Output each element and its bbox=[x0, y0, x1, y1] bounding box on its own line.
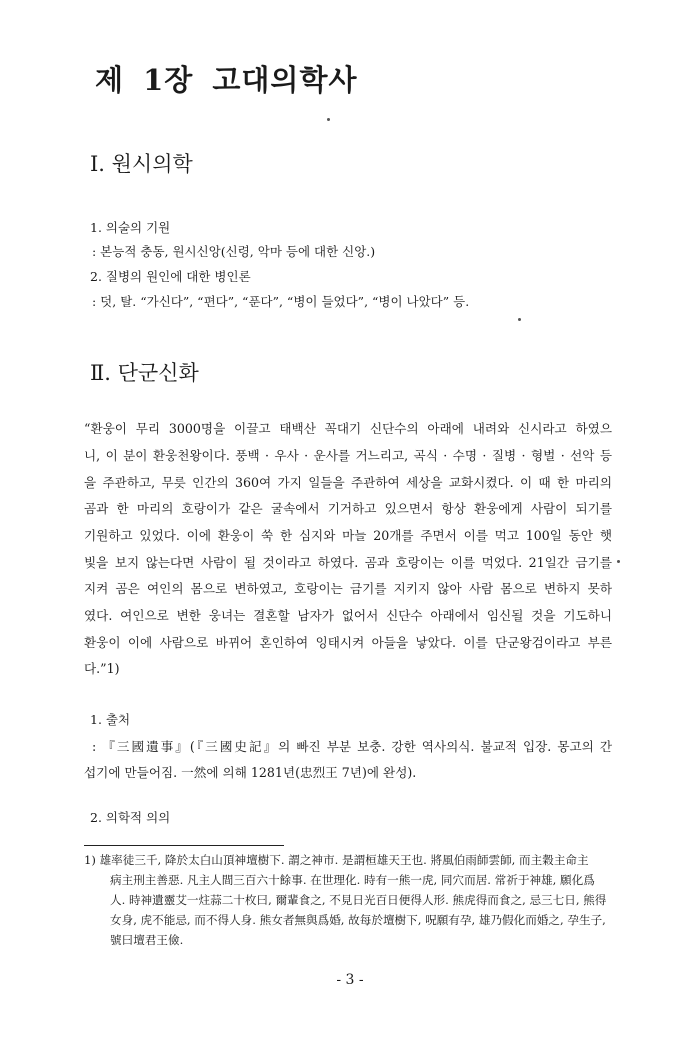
item-title-medical-meaning: 2. 의학적 의의 bbox=[90, 810, 171, 825]
quote-line: “환웅이 무리 3000명을 이끌고 태백산 꼭대기 신단수의 아래에 내려와 신시라고 하였으 bbox=[84, 421, 612, 436]
quote-line: 니, 이 분이 환웅천왕이다. 풍백 · 우사 · 운사를 거느리고, 곡식 · 수명 · 질병 · 형벌 · 선악 등 bbox=[84, 448, 612, 463]
page-number: - 3 - bbox=[336, 972, 364, 988]
item-title-source: 1. 출처 bbox=[90, 712, 131, 727]
quote-line: 을 주관하고, 무릇 인간의 360여 가지 일들을 주관하여 세상을 교화시켰다. 이 때 한 마리의 bbox=[84, 475, 612, 490]
item-text-etiology: : 덧, 탈. “가신다”, “편다”, “푼다”, “병이 들었다”, “병이 나았다” 등. bbox=[92, 294, 470, 309]
quote-line: 기원하고 있었다. 이에 환웅이 쑥 한 심지와 마늘 20개를 주면서 이를 먹고 100일 동안 햇 bbox=[84, 528, 612, 543]
item-text-origin-of-medicine: : 본능적 충동, 원시신앙(신령, 악마 등에 대한 신앙.) bbox=[92, 244, 376, 259]
source-text-line: 섭기에 만들어짐. 一然에 의해 1281년(忠烈王 7년)에 완성). bbox=[84, 765, 417, 780]
scan-speck bbox=[518, 318, 521, 321]
quote-line: 곰과 한 마리의 호랑이가 같은 굴속에서 기거하고 있으면서 항상 환웅에게 사람이 되기를 bbox=[84, 501, 612, 516]
footnote-line: 號曰壇君王儉. bbox=[110, 933, 184, 947]
footnote-rule bbox=[84, 845, 284, 846]
section-heading-dangun-myth: Ⅱ. 단군신화 bbox=[90, 361, 199, 385]
quote-line: 다.”1) bbox=[84, 661, 120, 676]
source-text-line: : 『三國遺事』(『三國史記』의 빠진 부분 보충. 강한 역사의식. 불교적 입장. 몽고의 간 bbox=[92, 739, 612, 754]
item-title-origin-of-medicine: 1. 의술의 기원 bbox=[90, 220, 171, 235]
chapter-title: 제 1장 고대의학사 bbox=[95, 63, 358, 97]
scan-speck bbox=[617, 560, 620, 563]
section-heading-primitive-medicine: Ⅰ. 원시의학 bbox=[90, 152, 193, 176]
quote-line: 였다. 여인으로 변한 웅녀는 결혼할 남자가 없어서 신단수 아래에서 임신될 것을 기도하니 bbox=[84, 608, 612, 623]
footnote-line: 1) 雄率徒三千, 降於太白山頂神壇樹下. 謂之神市. 是謂桓雄天王也. 將風伯雨師雲師, 而主穀主命主 bbox=[84, 853, 589, 867]
quote-line: 빛을 보지 않는다면 사람이 될 것이라고 하였다. 곰과 호랑이는 이를 먹었다. 21일간 금기를 bbox=[84, 555, 612, 570]
quote-line: 지켜 곰은 여인의 몸으로 변하였고, 호랑이는 금기를 지키지 않아 사람 몸으로 변하지 못하 bbox=[84, 581, 612, 596]
footnote-line: 病主刑主善惡. 凡主人間三百六十餘事. 在世理化. 時有一熊一虎, 同穴而居. 常祈于神雄, 願化爲 bbox=[110, 873, 595, 887]
item-title-etiology: 2. 질병의 원인에 대한 병인론 bbox=[90, 269, 251, 284]
quote-line: 환웅이 이에 사람으로 바뀌어 혼인하여 잉태시켜 아들을 낳았다. 이를 단군왕검이라고 부른 bbox=[84, 635, 612, 650]
footnote-line: 女身, 虎不能忌, 而不得人身. 熊女者無與爲婚, 故每於壇樹下, 呪願有孕, 雄乃假化而婚之, 孕生子, bbox=[110, 913, 606, 927]
footnote-line: 人. 時神遺靈艾一炷蒜二十枚曰, 爾輩食之, 不見日光百日便得人形. 熊虎得而食之, 忌三七日, 熊得 bbox=[110, 893, 607, 907]
scan-speck bbox=[327, 118, 330, 121]
